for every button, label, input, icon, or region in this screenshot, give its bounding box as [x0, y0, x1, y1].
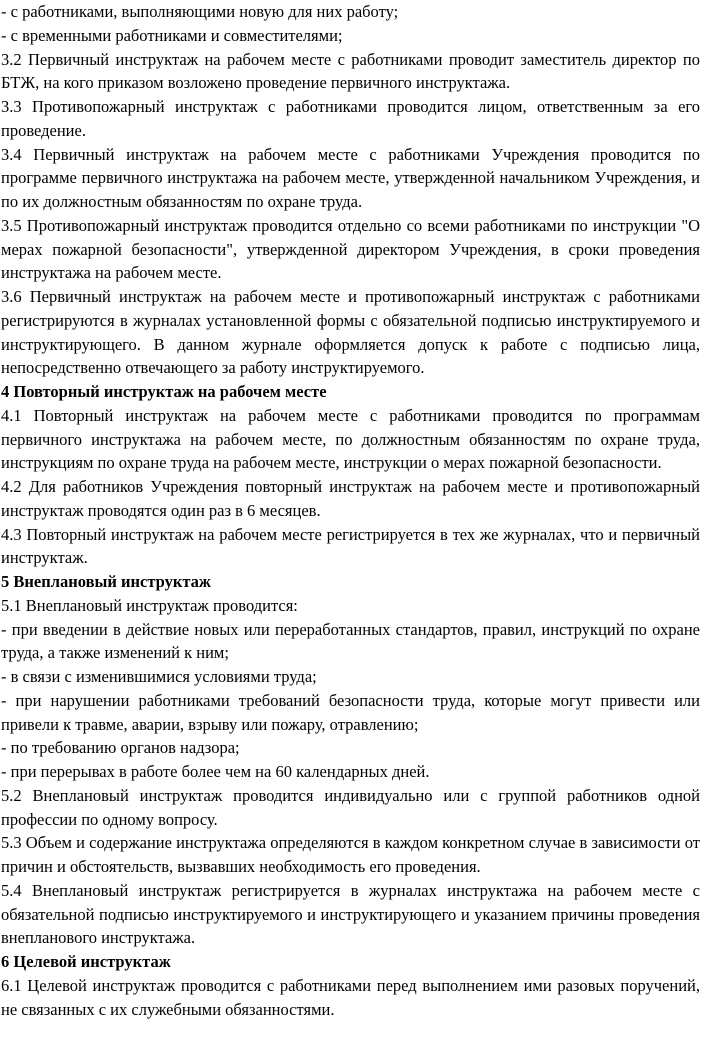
- section-heading-5: 5 Внеплановый инструктаж: [1, 572, 211, 591]
- paragraph-list-item: - по требованию органов надзора;: [1, 738, 240, 758]
- paragraph-4-3: 4.3 Повторный инструктаж на рабочем месте регистрируется в тех же журналах, что и первичный инструктаж.: [1, 524, 700, 568]
- paragraph-3-2: 3.2 Первичный инструктаж на рабочем месте с работниками проводит заместитель директор по БТЖ, на кого приказом возложено проведение первичного инструктажа.: [1, 49, 700, 93]
- paragraph-3-5: 3.5 Противопожарный инструктаж проводится отдельно со всеми работниками по инструкции "О мерах пожарной безопасности", утвержденной директором Учреждения, в сроки проведения инструктажа на рабочем месте.: [1, 215, 700, 283]
- paragraph-3-6: 3.6 Первичный инструктаж на рабочем месте и противопожарный инструктаж с работниками регистрируются в журналах установленной формы с обязательной подписью инструктируемого и инструктирующего. В данном журнале оформляется допуск к работе с подписью лица, непосредственно отвечающего за работу инструктируемого.: [1, 287, 700, 378]
- paragraph-5-2: 5.2 Внеплановый инструктаж проводится индивидуально или с группой работников одной профессии по одному вопросу.: [1, 785, 700, 829]
- paragraph-list-item: - с временными работниками и совместителями;: [1, 25, 343, 45]
- section-heading-4: 4 Повторный инструктаж на рабочем месте: [1, 382, 327, 401]
- paragraph-5-3: 5.3 Объем и содержание инструктажа определяются в каждом конкретном случае в зависимости от причин и обстоятельств, вызвавших необходимость его проведения.: [1, 833, 700, 876]
- paragraph-list-item: - в связи с изменившимися условиями труда;: [1, 667, 317, 686]
- paragraph-3-4: 3.4 Первичный инструктаж на рабочем месте с работниками Учреждения проводится по программе первичного инструктажа на рабочем месте, утвержденной начальником Учреждения, и по их должностным обязанностям по охране труда.: [1, 144, 700, 211]
- paragraph-3-3: 3.3 Противопожарный инструктаж с работниками проводится лицом, ответственным за его проведение.: [1, 97, 700, 140]
- paragraph-list-item: - при нарушении работниками требований безопасности труда, которые могут привести или привели к травме, аварии, взрыву или пожару, отравлению;: [1, 690, 700, 734]
- section-heading-6: 6 Целевой инструктаж: [1, 952, 171, 971]
- paragraph-5-4: 5.4 Внеплановый инструктаж регистрируется в журналах инструктажа на рабочем месте с обязательной подписью инструктируемого и инструктирующего и указанием причины проведения внепланового инструктажа.: [1, 880, 700, 948]
- paragraph-4-2: 4.2 Для работников Учреждения повторный инструктаж на рабочем месте и противопожарный инструктаж проводятся один раз в 6 месяцев.: [1, 477, 700, 520]
- paragraph-4-1: 4.1 Повторный инструктаж на рабочем месте с работниками проводится по программам первичного инструктажа на рабочем месте, по должностным обязанностям по охране труда, инструкциям по охране труда на рабочем месте, инструкции о мерах пожарной безопасности.: [1, 405, 700, 473]
- paragraph-6-1: 6.1 Целевой инструктаж проводится с работниками перед выполнением ими разовых поручений, не связанных с их служебными обязанностями.: [1, 975, 700, 1019]
- paragraph-5-1: 5.1 Внеплановый инструктаж проводится:: [1, 595, 298, 615]
- paragraph-list-item: - при введении в действие новых или переработанных стандартов, правил, инструкций по охране труда, а также изменений к ним;: [1, 619, 700, 663]
- paragraph-list-item: - с работниками, выполняющими новую для них работу;: [1, 2, 399, 21]
- paragraph-list-item: - при перерывах в работе более чем на 60 календарных дней.: [1, 762, 430, 781]
